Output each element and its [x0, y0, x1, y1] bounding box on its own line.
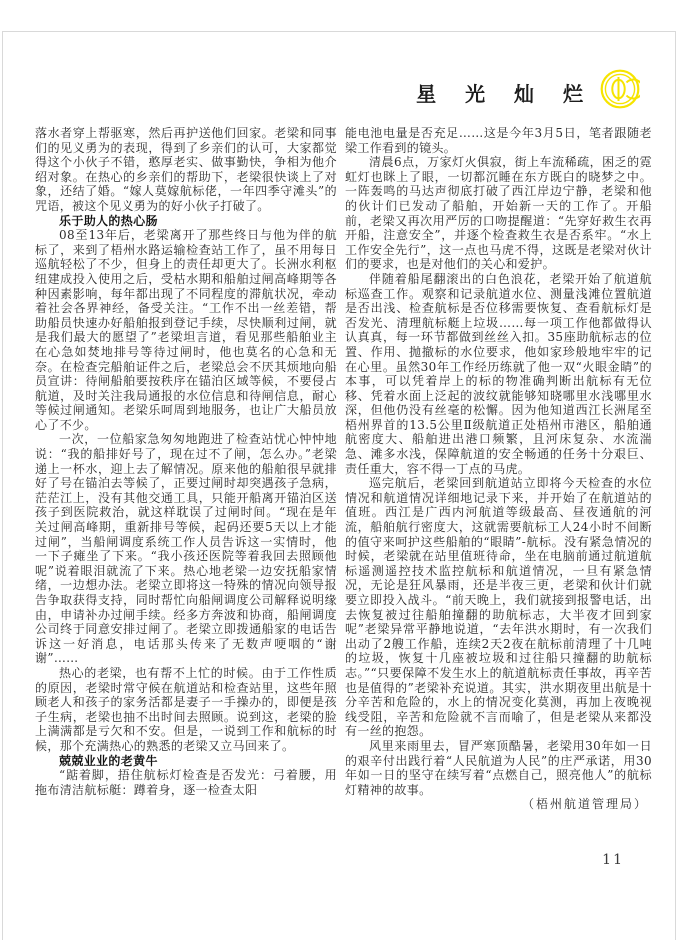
section-heading: 乐于助人的热心肠 [59, 213, 158, 228]
paragraph: “踮着脚，捂住航标灯检查是否发光：弓着腰，用拖布清洁航标艇：蹲着身，逐一检查太阳 [35, 768, 337, 797]
page-number: 11 [602, 852, 624, 868]
right-column [345, 126, 652, 812]
column-title: 星 光 灿 烂 [416, 81, 594, 106]
paragraph: 伴随着船尾翻滚出的白色浪花，老梁开始了航道航标巡查工作。观察和记录航道水位、测量浅滩位置航道是否出浅、检查航标是否位移需要恢复、查看航标灯是否发光、清理航标艇上垃圾……每一项工作他都做得认认真真，每一环节都做到丝丝入扣。35座助航标志的位置、作用、抛撤标的水位要求，他如家珍般地牢牢的记在心里。虽然30年工作经历练就了他一双“火眼金睛”的本事，可以凭着岸上的标的物准确判断出航标有无位移、凭着水面上泛起的波纹就能够知晓哪里水浅哪里水深，但他仍没有丝毫的松懈。因为他知道西江长洲尾至梧州界首的13.5公里Ⅱ级航道正处梧州市港区，船舶通航密度大、船舶进出港口频繁，且河床复杂、水流湍急、滩多水浅，保障航道的安全畅通的任务十分艰巨、责任重大，容不得一丁点的马虎。 [345, 271, 652, 476]
paragraph: 巡完航后，老梁回到航道站立即将今天检查的水位情况和航道情况详细地记录下来，并开始了在航道站的值班。西江是广西内河航道等级最高、昼夜通航的河流，船舶航行密度大，这就需要航标工人24小时不间断的值守来呵护这些船舶的“眼睛”-航标。没有紧急情况的时候，老梁就在站里值班待命，坐在电脑前通过航道航标遥测遥控技术监控航标和航道情况，一旦有紧急情况，无论是狂风暴雨，还是半夜三更，老梁和伙计们就要立即投入战斗。“前天晚上，我们就接到报警电话，出去恢复被过往船舶撞翻的助航标志，大半夜才回到家呢”老梁异常平静地说道，“去年洪水期时，有一次我们出动了2艘工作船，连续2天2夜在航标前清理了十几吨的垃圾，恢复十几座被垃圾和过往船只撞翻的助航标志。”“只要保障不发生水上的航道航标责任事故，再辛苦也是值得的”老梁补充说道。其实，洪水期夜里出航是十分辛苦和危险的，水上的情况变化莫测，再加上夜晚视线受阻，辛苦和危险就不言而喻了，但是老梁从来都没有一丝的抱怨。 [345, 476, 652, 739]
paragraph: 风里来雨里去，冒严寒顶酷暑，老梁用30年如一日的艰辛付出践行着“人民航道为人民”的庄严承诺，用30年如一日的坚守在续写着“点燃自己，照亮他人”的航标灯精神的故事。 [345, 738, 652, 797]
union-emblem-icon [600, 69, 640, 109]
article-attribution: （梧州航道管理局） [521, 797, 648, 812]
paragraph: 08至13年后，老梁离开了那些终日与他为伴的航标了，来到了梧州水路运输检查站工作了，虽不用每日巡航轻松了不少，但身上的责任却更大了。长洲水利枢纽建成投入使用之后，受枯水期和船舶过闸高峰期等各种因素影响，每年都出现了不同程度的滞航状况，牵动着社会各界神经，备受关注。“工作不出一丝差错，帮助船员快速办好船舶报到登记手续，尽快顺利过闸，就是我们最大的愿望了”老梁坦言道，看见那些船舶业主在心急如焚地排号等待过闸时，他也莫名的心急和无奈。在检查完船舶证件之后，老梁总会不厌其烦地向船员宣讲：待闸船舶要按秩序在锚泊区域等候，不要侵占航道，及时关注我局通报的水位信息和待闸信息，耐心等候过闸通知。老梁乐呵周到地服务，也让广大船员放心了不少。 [35, 228, 337, 432]
paragraph: 能电池电量是否充足……这是今年3月5日，笔者跟随老梁工作看到的镜头。 [345, 126, 652, 155]
paragraph: 热心的老梁，也有帮不上忙的时候。由于工作性质的原因，老梁时常守候在航道站和检查站里，这些年照顾老人和孩子的家务活都是妻子一手操办的，即便是孩子生病，老梁也抽不出时间去照顾。说到这，老梁的脸上满满都是亏欠和不安。但是，一说到工作和航标的时候，那个充满热心的熟悉的老梁又立马回来了。 [35, 665, 337, 753]
paragraph: 落水者穿上帮驱寒，然后再护送他们回家。老梁和同事们的见义勇为的表现，得到了乡亲们的认可，大家都觉得这个小伙子不错，憨厚老实、做事勤快，争相为他介绍对象。在热心的乡亲们的帮助下，老梁很快谈上了对象，还结了婚。“嫁人莫嫁航标佬，一年四季守滩头”的咒语，被这个见义勇为的好小伙子打破了。 [35, 126, 337, 213]
paragraph: 清晨6点，万家灯火俱寂，街上车流稀疏，困乏的霓虹灯也眯上了眼，一切都沉睡在东方既白的晓梦之中。一阵轰鸣的马达声彻底打破了西江岸边宁静，老梁和他的伙计们已发动了船舶，开始新一天的工作了。开船前，老梁又再次用严厉的口吻提醒道：“先穿好救生衣再开船，注意安全”，并逐个检查救生衣是否系牢。“水上工作安全先行”，这一点也马虎不得，这既是老梁对伙计们的要求，也是对他们的关心和爱护。 [345, 155, 652, 272]
paragraph: 一次，一位船家急匆匆地跑进了检查站忧心忡忡地说：“我的船排好号了，现在过不了闸，怎么办。”老梁递上一杯水，迎上去了解情况。原来他的船舶很早就排好了号在锚泊去等候了，正要过闸时却突遇孩子急病，茫茫江上，没有其他交通工具，只能开船离开锚泊区送孩子到医院救治，就这样耽误了过闸时间。“现在是年关过闸高峰期，重新排号等候，起码还要5天以上才能过闸”，当船闸调度系统工作人员告诉这一实情时，他一下子瘫坐了下来。“我小孩还医院等着我回去照顾他呢”说着眼泪就流了下来。热心地老梁一边安抚船家情绪，一边想办法。老梁立即将这一特殊的情况向领导报告争取获得支持，同时帮忙向船闸调度公司解释说明缘由，申请补办过闸手续。经多方奔波和协商，船闸调度公司终于同意安排过闸了。老梁立即拨通船家的电话告诉这一好消息，电话那头传来了无数声哽咽的“谢谢”…… [35, 432, 337, 666]
section-heading: 兢兢业业的老黄牛 [59, 753, 158, 768]
page-header [0, 60, 640, 110]
left-column [35, 126, 337, 797]
